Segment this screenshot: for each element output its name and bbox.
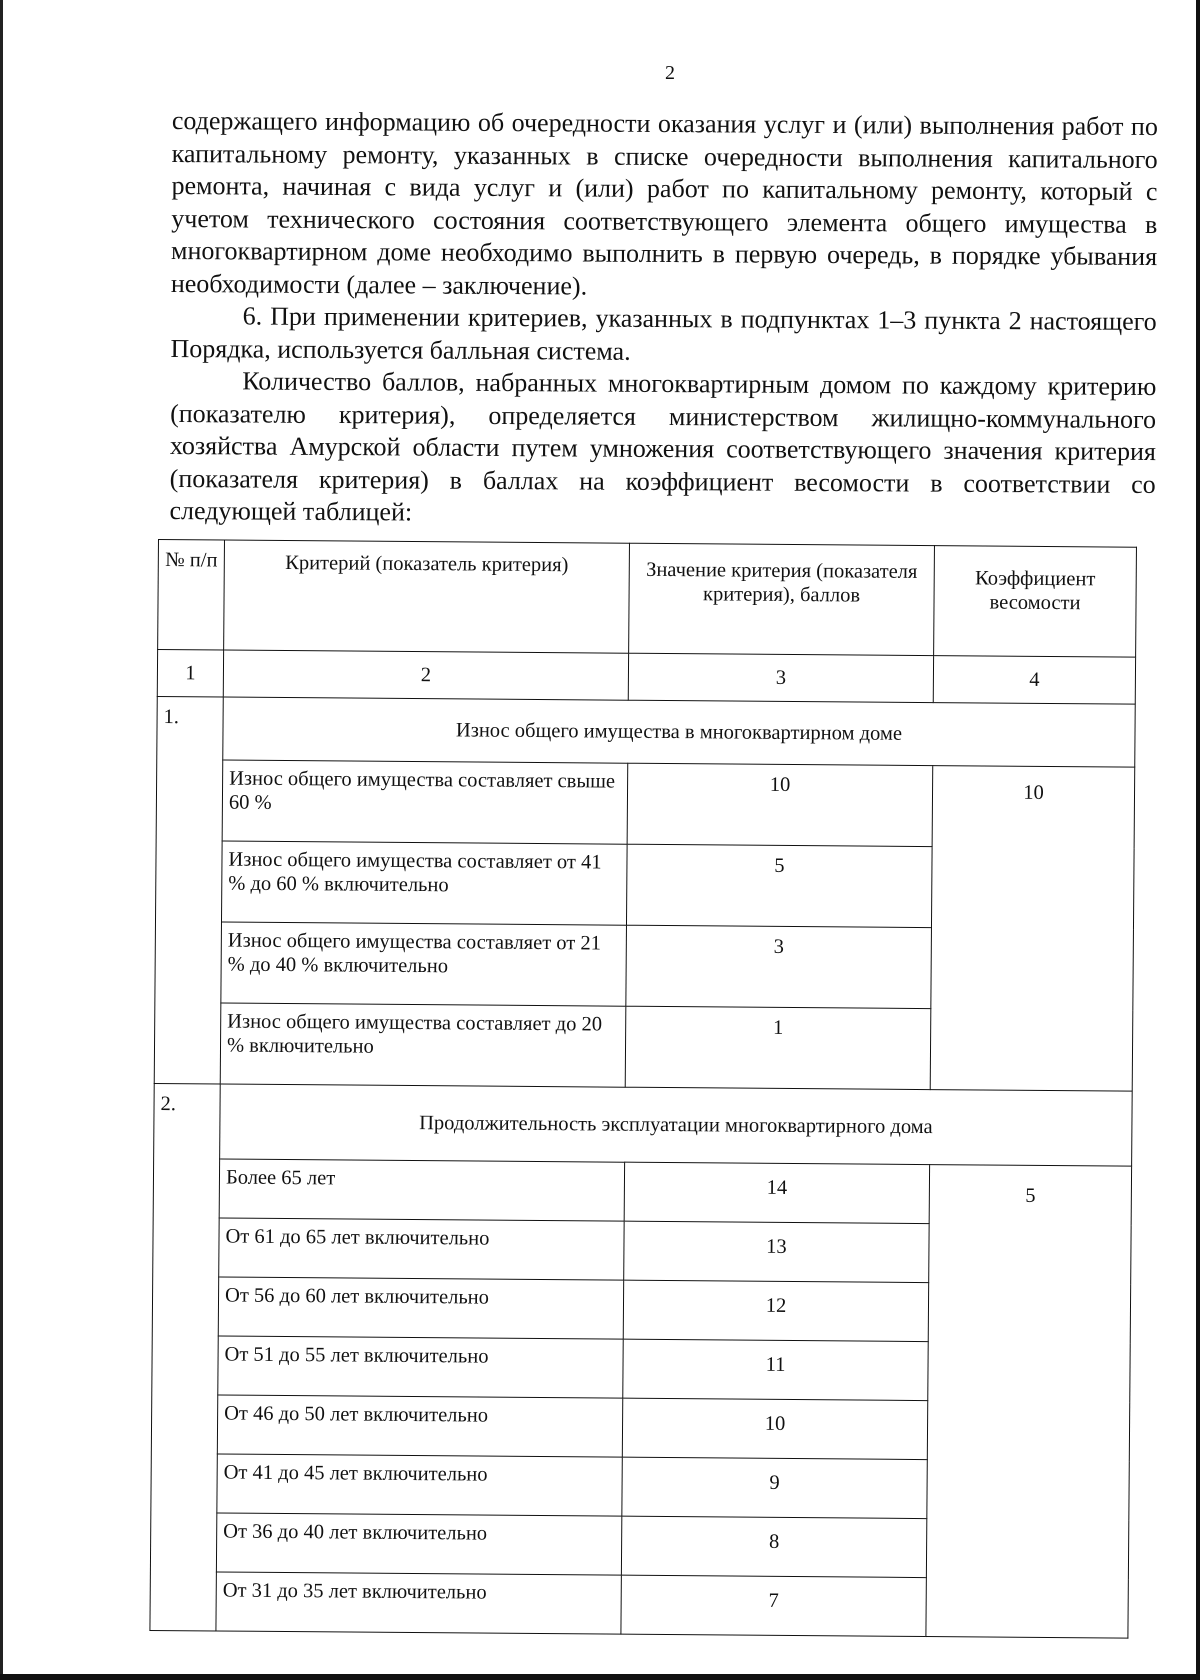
value-cell: 7 xyxy=(621,1575,926,1636)
table-column-numbers-row xyxy=(157,650,1135,705)
column-number: 1 xyxy=(157,650,223,698)
group-1-title-row xyxy=(157,696,1135,767)
value-cell: 8 xyxy=(621,1516,926,1577)
criterion-cell: От 61 до 65 лет включительно xyxy=(219,1218,624,1280)
group-2-number: 2. xyxy=(150,1083,220,1631)
criterion-cell: От 36 до 40 лет включительно xyxy=(216,1513,621,1575)
group-2-coefficient: 5 xyxy=(926,1165,1132,1639)
criterion-cell: От 41 до 45 лет включительно xyxy=(217,1454,622,1516)
criterion-cell: От 46 до 50 лет включительно xyxy=(217,1395,622,1457)
table-header-row xyxy=(158,540,1137,658)
group-1-coefficient: 10 xyxy=(930,766,1135,1092)
criteria-table xyxy=(149,539,1137,1639)
paragraph-points-count: Количество баллов, набранных многоквартирным домом по каждому критерию (показателю критерия), определяется министерством жилищно-коммунального хозяйства Амурской области путем умножения соответствующего значения критерия (показателя критерия) в баллах на коэффициент весомости в соответствии со следующей таблицей: xyxy=(169,366,1157,527)
criterion-cell: От 31 до 35 лет включительно xyxy=(216,1572,621,1634)
scan-edge-left xyxy=(0,0,3,1680)
table-row xyxy=(153,1158,1131,1225)
criterion-cell: Износ общего имущества составляет свыше 60 % xyxy=(222,760,628,844)
criterion-cell: Износ общего имущества составляет до 20 % включительно xyxy=(220,1003,626,1087)
column-number: 2 xyxy=(223,650,628,700)
header-coefficient: Коэффициент весомости xyxy=(934,546,1137,658)
value-cell: 12 xyxy=(623,1280,928,1341)
value-cell: 13 xyxy=(624,1221,929,1282)
header-value: Значение критерия (показателя критерия), баллов xyxy=(629,543,935,655)
paragraph-point-6: 6. При применении критериев, указанных в подпунктах 1–3 пункта 2 настоящего Порядка, используется балльная система. xyxy=(170,301,1157,366)
value-cell: 10 xyxy=(627,763,933,846)
value-cell: 1 xyxy=(625,1006,931,1089)
group-2-title: Продолжительность эксплуатации многоквартирного дома xyxy=(220,1084,1133,1166)
criterion-cell: От 56 до 60 лет включительно xyxy=(218,1277,623,1339)
paragraph-continuation: содержащего информацию об очередности оказания услуг и (или) выполнения работ по капитальному ремонту, указанных в списке очередности выполнения капитального ремонта, начиная с вида услуг и (или) работ по капитальному ремонту, который с учетом технического состояния соответствующего элемента общего имущества в многоквартирном доме необходимо выполнить в первую очередь, в порядке убывания необходимости (далее – заключение). xyxy=(170,105,1158,301)
criterion-cell: От 51 до 55 лет включительно xyxy=(218,1336,623,1398)
scan-edge-bottom xyxy=(0,1674,1200,1680)
header-number: № п/п xyxy=(158,540,225,651)
group-1-number: 1. xyxy=(154,696,223,1084)
value-cell: 3 xyxy=(626,925,932,1008)
body-text xyxy=(169,105,1158,534)
header-criterion: Критерий (показатель критерия) xyxy=(224,540,630,653)
scan-edge-right xyxy=(1196,0,1200,1680)
value-cell: 9 xyxy=(622,1457,927,1518)
page-number: 2 xyxy=(665,62,675,84)
group-2-title-row xyxy=(154,1083,1133,1166)
value-cell: 11 xyxy=(623,1339,928,1400)
criterion-cell: Износ общего имущества составляет от 21 % до 40 % включительно xyxy=(221,922,627,1006)
column-number: 3 xyxy=(628,653,933,702)
column-number: 4 xyxy=(933,656,1135,705)
group-1-title: Износ общего имущества в многоквартирном доме xyxy=(223,697,1135,767)
criterion-cell: Износ общего имущества составляет от 41 % до 60 % включительно xyxy=(221,841,627,925)
value-cell: 14 xyxy=(624,1162,929,1223)
table-row xyxy=(156,759,1135,848)
value-cell: 10 xyxy=(622,1398,927,1459)
criterion-cell: Более 65 лет xyxy=(219,1159,624,1221)
value-cell: 5 xyxy=(626,844,932,927)
